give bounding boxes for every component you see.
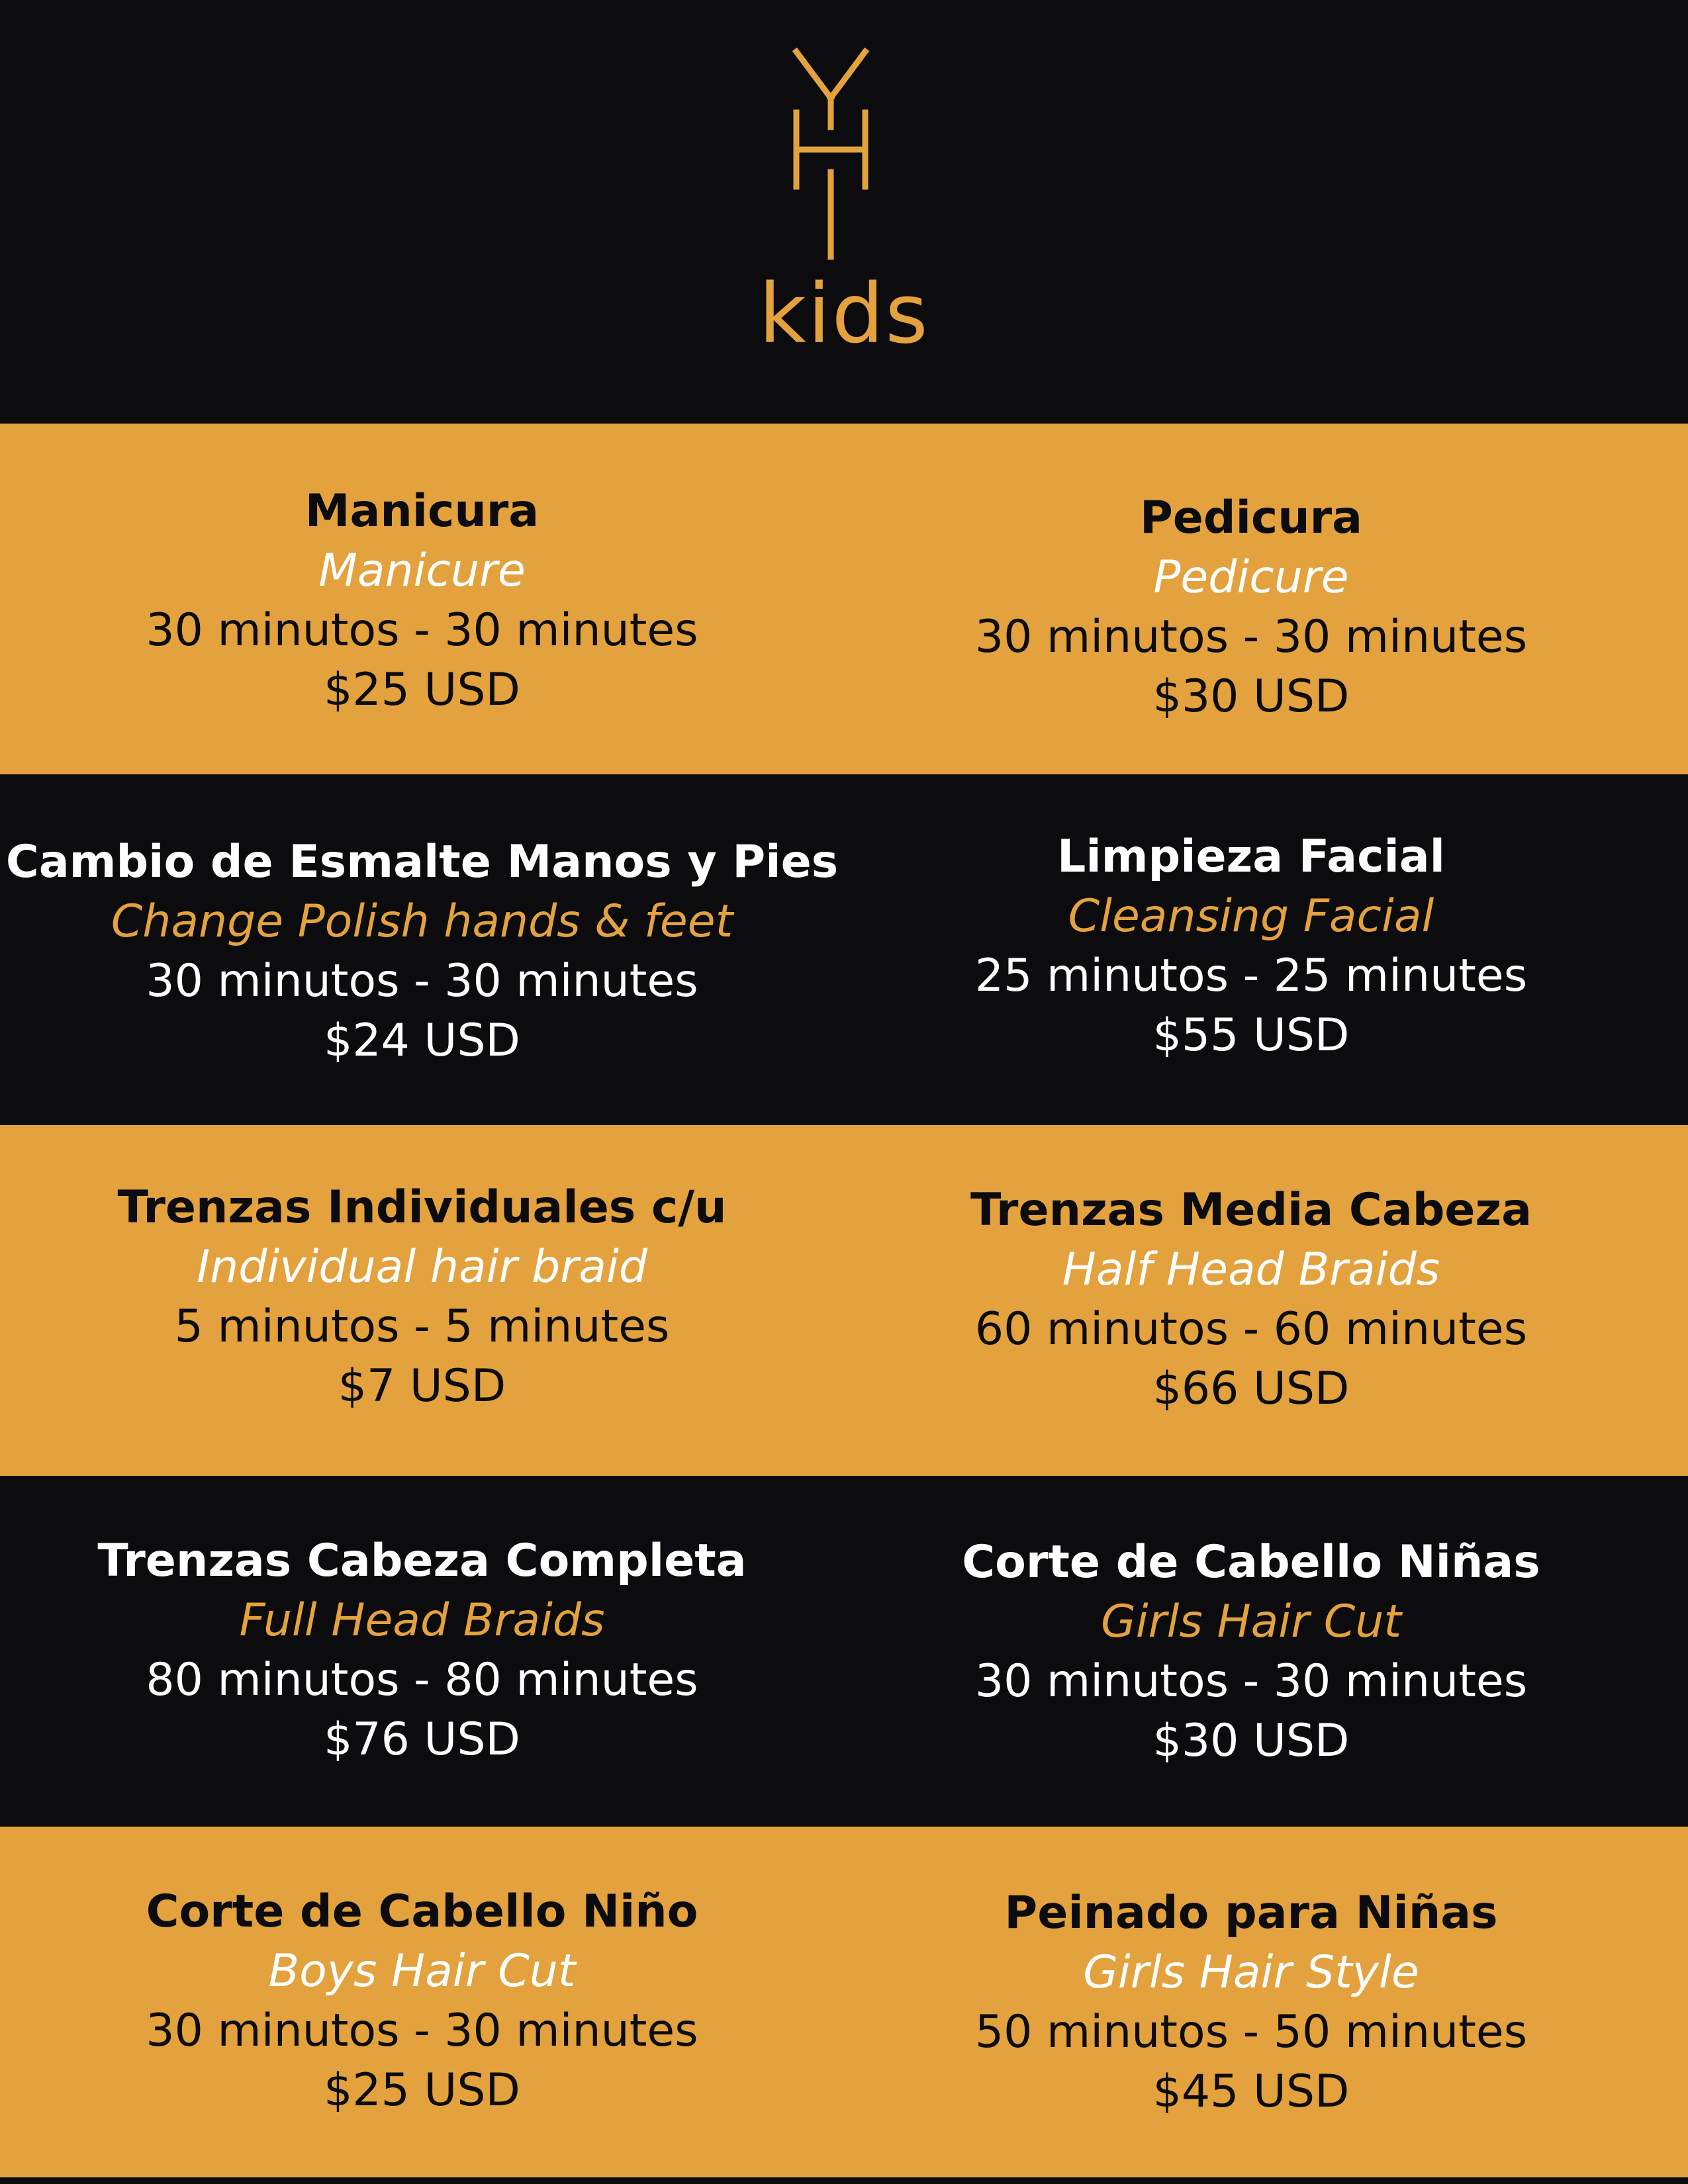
service-subtitle: Girls Hair Style (1083, 1946, 1419, 1999)
brand-logo (784, 46, 877, 265)
service-card (0, 482, 844, 720)
service-card (821, 1533, 1681, 1771)
service-subtitle: Full Head Braids (239, 1594, 605, 1647)
service-card (821, 1884, 1681, 2122)
header (0, 0, 1688, 424)
service-price: $66 USD (1152, 1363, 1350, 1415)
service-subtitle: Half Head Braids (1062, 1244, 1440, 1296)
service-title: Trenzas Individuales c/u (117, 1181, 727, 1234)
brand-wordmark: kids (759, 267, 929, 362)
service-card (0, 833, 844, 1071)
service-duration: 30 minutos - 30 minutes (974, 1655, 1528, 1707)
service-duration: 30 minutos - 30 minutes (146, 955, 698, 1007)
service-title: Pedicura (1139, 492, 1363, 544)
service-price: $30 USD (1152, 670, 1350, 723)
service-duration: 80 minutos - 80 minutes (146, 1654, 698, 1706)
service-subtitle: Change Polish hands & feet (111, 895, 733, 948)
service-price: $76 USD (324, 1713, 520, 1766)
service-subtitle: Boys Hair Cut (268, 1945, 576, 1997)
service-title: Cambio de Esmalte Manos y Pies (5, 836, 839, 888)
service-title: Corte de Cabello Niñas (962, 1536, 1540, 1588)
service-card (0, 1882, 844, 2120)
service-price: $25 USD (324, 2064, 520, 2116)
service-duration: 60 minutos - 60 minutes (974, 1303, 1528, 1355)
service-title: Trenzas Media Cabeza (970, 1184, 1532, 1236)
service-price: $55 USD (1152, 1009, 1350, 1062)
service-subtitle: Manicure (318, 545, 526, 597)
service-price: $24 USD (324, 1015, 520, 1067)
service-row-2 (0, 774, 1688, 1125)
service-duration: 25 minutos - 25 minutes (974, 950, 1528, 1002)
service-duration: 30 minutos - 30 minutes (146, 2005, 698, 2057)
service-title: Limpieza Facial (1057, 831, 1445, 883)
service-row-3 (0, 1125, 1688, 1476)
service-duration: 30 minutos - 30 minutes (146, 604, 698, 657)
service-duration: 30 minutos - 30 minutes (974, 611, 1528, 663)
service-subtitle: Cleansing Facial (1068, 890, 1434, 942)
service-subtitle: Pedicure (1153, 551, 1349, 604)
service-price: $25 USD (324, 664, 520, 716)
service-title: Trenzas Cabeza Completa (97, 1535, 747, 1587)
service-subtitle: Girls Hair Cut (1101, 1596, 1401, 1648)
service-price: $30 USD (1152, 1715, 1350, 1767)
service-card (0, 1531, 844, 1770)
service-row-5 (0, 1827, 1688, 2177)
service-row-4 (0, 1476, 1688, 1827)
service-price: $45 USD (1152, 2066, 1350, 2118)
service-title: Corte de Cabello Niño (146, 1886, 698, 1938)
service-card (0, 1178, 844, 1416)
service-card (821, 1181, 1681, 1419)
service-title: Peinado para Niñas (1004, 1887, 1498, 1939)
service-duration: 50 minutos - 50 minutes (974, 2006, 1528, 2058)
service-card (821, 488, 1681, 727)
service-title: Manicura (305, 485, 539, 537)
service-price: $7 USD (338, 1360, 506, 1412)
service-subtitle: Individual hair braid (197, 1241, 647, 1293)
service-row-1 (0, 424, 1688, 774)
service-duration: 5 minutos - 5 minutes (174, 1300, 670, 1353)
service-card (821, 827, 1681, 1066)
